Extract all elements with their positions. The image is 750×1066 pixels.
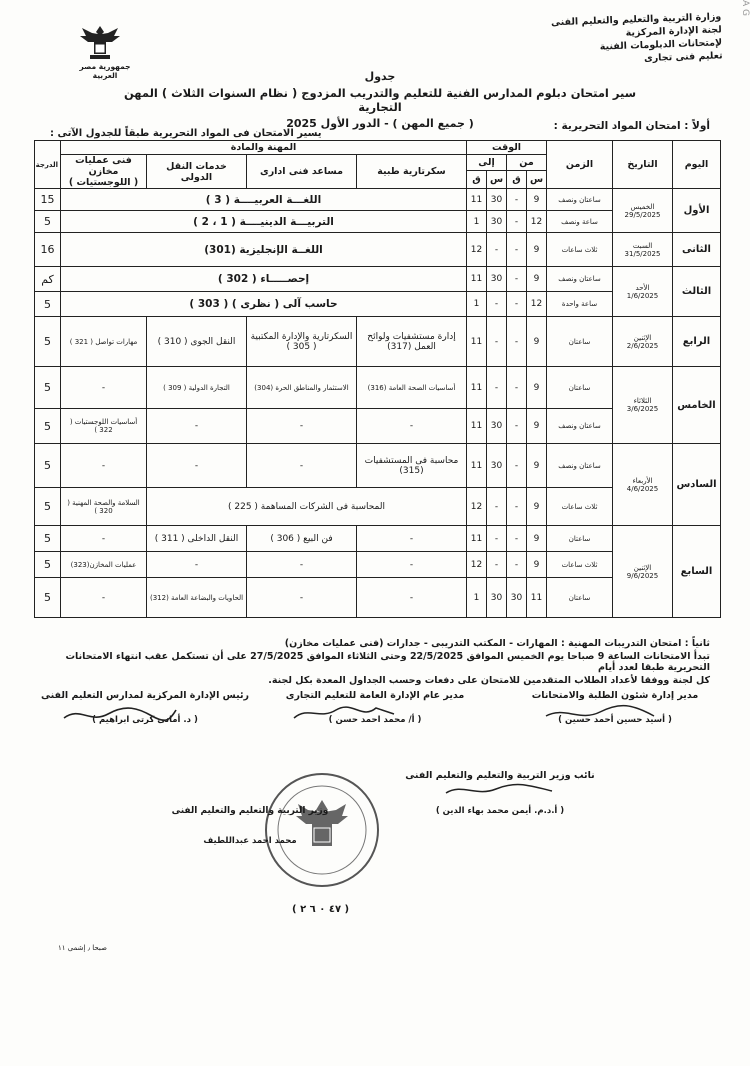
from-s-cell: 11 bbox=[527, 578, 547, 618]
date-cell bbox=[613, 317, 673, 367]
subject-admin-cell: الاستثمار والمناطق الحرة (304) bbox=[247, 367, 357, 409]
header-marks: الدرجة bbox=[35, 141, 61, 189]
date-value: 2/6/2025 bbox=[626, 341, 659, 350]
from-q-cell: - bbox=[507, 211, 527, 233]
date-weekday: الأحد bbox=[635, 283, 650, 292]
to-s-cell: 12 bbox=[467, 233, 487, 267]
duration-cell: ساعتان ونصف bbox=[547, 444, 613, 488]
section-2-line-1: تبدأ الامتحانات الساعة 9 صباحا يوم الخميس الموافق 22/5/2025 وحتى الثلاثاء الموافق 27/5/2025 على أن تستكمل عقب انتهاء الامتحانات التحريرية طبقا لعدد أيام bbox=[65, 651, 710, 673]
date-cell bbox=[613, 233, 673, 267]
signature-name: ( أ.د.م. أيمن محمد بهاء الدين ) bbox=[435, 806, 565, 816]
to-s-cell: 11 bbox=[467, 267, 487, 292]
subject-shared-cell: المحاسبة فى الشركات المساهمة ( 225 ) bbox=[147, 488, 467, 526]
from-q-cell: - bbox=[507, 189, 527, 211]
duration-cell: ساعة واحدة bbox=[547, 292, 613, 317]
duration-cell: ساعتان ونصف bbox=[547, 267, 613, 292]
signature-title: مدير عام الإدارة العامة للتعليم التجارى bbox=[285, 690, 465, 701]
duration-cell: ساعتان ونصف bbox=[547, 189, 613, 211]
signature-name: محمد احمد عبداللطيف bbox=[203, 836, 297, 846]
date-weekday: الثلاثاء bbox=[633, 397, 652, 405]
republic-label: جمهورية مصر العربية bbox=[79, 62, 131, 80]
date-cell bbox=[613, 367, 673, 444]
date-value: 4/6/2025 bbox=[626, 484, 659, 493]
header-to-q: ق bbox=[467, 170, 487, 188]
subject-warehouse-cell: عمليات المخازن(323) bbox=[61, 552, 147, 578]
subject-warehouse-cell: السلامة والصحة المهنية ( 320 ) bbox=[61, 488, 147, 526]
day-cell: السادس bbox=[673, 444, 721, 526]
duration-cell: ساعتان ونصف bbox=[547, 409, 613, 444]
duration-cell: ساعتان bbox=[547, 578, 613, 618]
from-q-cell: - bbox=[507, 409, 527, 444]
from-q-cell: - bbox=[507, 233, 527, 267]
subject-transport-cell: الحاويات والبضاعة العامة (312) bbox=[147, 578, 247, 618]
subject-medical-cell: - bbox=[357, 552, 467, 578]
marks-cell: 16 bbox=[35, 233, 61, 267]
to-s-cell: 11 bbox=[467, 409, 487, 444]
to-q-cell: - bbox=[487, 317, 507, 367]
section-2-title: ثانياً : امتحان التدريبات المهنية : المهارات - المكتب التدريبى - جدارات (فنى عمليات مخازن) bbox=[284, 638, 710, 649]
handwritten-signature-1 bbox=[60, 704, 180, 726]
header-profession-subject: المهنة والمادة bbox=[61, 141, 467, 155]
header-from: من bbox=[507, 155, 547, 171]
from-q-cell: - bbox=[507, 367, 527, 409]
from-s-cell: 9 bbox=[527, 552, 547, 578]
subject-transport-cell: النقل الجوى ( 310 ) bbox=[147, 317, 247, 367]
to-s-cell: 11 bbox=[467, 189, 487, 211]
title-line-2: سير امتحان دبلوم المدارس الفنية للتعليم والتدريب المزدوج ( نظام السنوات الثلاث ) المهن التجارية bbox=[123, 86, 637, 114]
date-value: 9/6/2025 bbox=[626, 571, 659, 580]
handwritten-signature-2 bbox=[290, 702, 400, 724]
day-cell: الرابع bbox=[673, 317, 721, 367]
title-line-3: ( جميع المهن ) - الدور الأول 2025 bbox=[286, 117, 474, 130]
subject-transport-cell: النقل الداخلى ( 311 ) bbox=[147, 526, 247, 552]
marks-cell: كم bbox=[35, 267, 61, 292]
marks-cell: 5 bbox=[35, 526, 61, 552]
section-1-intro: يسير الامتحان فى المواد التحريرية طبقاً للجدول الآتى : bbox=[50, 128, 322, 139]
from-q-cell: - bbox=[507, 488, 527, 526]
date-weekday: الخميس bbox=[630, 202, 655, 211]
header-duration: الزمن bbox=[547, 141, 613, 189]
to-s-cell: 11 bbox=[467, 317, 487, 367]
header-from-s: س bbox=[527, 170, 547, 188]
signature-title: وزير التربية والتعليم والتعليم الفنى bbox=[171, 806, 329, 816]
header-time: الوقت bbox=[467, 141, 547, 155]
document-reference: ( ٤٧ ٠ ٦ ٢ ) bbox=[292, 904, 350, 915]
subject-cell: إحصـــــاء ( 302 ) bbox=[61, 267, 467, 292]
table-row bbox=[35, 317, 721, 367]
to-q-cell: 30 bbox=[487, 409, 507, 444]
from-q-cell: - bbox=[507, 267, 527, 292]
date-cell bbox=[613, 267, 673, 317]
ministry-line-3: لإمتحانات الدبلومات الفنية bbox=[599, 37, 723, 53]
section-2-line-2: كل لجنة ووفقا لأعداد الطلاب المتقدمين للامتحان على دفعات وحسب الجداول المعدة بكل لجنة. bbox=[268, 675, 710, 686]
header-warehouse-ops-label: فنى عمليات مخازن bbox=[75, 155, 132, 177]
header-day: اليوم bbox=[673, 141, 721, 189]
ministry-header bbox=[511, 10, 723, 69]
subject-medical-cell: محاسبة فى المستشفيات (315) bbox=[357, 444, 467, 488]
to-q-cell: 30 bbox=[487, 578, 507, 618]
signature-title: رئيس الإدارة المركزية لمدارس التعليم الفنى bbox=[41, 690, 249, 701]
subject-transport-cell: - bbox=[147, 409, 247, 444]
duration-cell: ثلاث ساعات bbox=[547, 488, 613, 526]
handwritten-signature-3 bbox=[540, 702, 660, 724]
subject-admin-cell: - bbox=[247, 409, 357, 444]
eagle-emblem-icon bbox=[78, 24, 122, 62]
to-q-cell: - bbox=[487, 488, 507, 526]
date-cell bbox=[613, 189, 673, 233]
subject-medical-cell: أساسيات الصحة العامة (316) bbox=[357, 367, 467, 409]
subject-warehouse-cell: - bbox=[61, 444, 147, 488]
ministry-line-4: تعليم فنى تجارى bbox=[643, 50, 723, 65]
section-1-title: أولاً : امتحان المواد التحريرية : bbox=[553, 120, 710, 132]
header-to: إلى bbox=[467, 155, 507, 171]
from-q-cell: - bbox=[507, 526, 527, 552]
from-s-cell: 9 bbox=[527, 267, 547, 292]
signature-deputy-minister bbox=[400, 770, 600, 816]
marks-cell: 5 bbox=[35, 367, 61, 409]
marks-cell: 5 bbox=[35, 317, 61, 367]
signature-title: مدير إدارة شئون الطلبة والامتحانات bbox=[531, 690, 699, 701]
to-q-cell: 30 bbox=[487, 211, 507, 233]
to-q-cell: - bbox=[487, 233, 507, 267]
subject-warehouse-cell: - bbox=[61, 526, 147, 552]
date-weekday: الأربعاء bbox=[632, 476, 653, 485]
to-s-cell: 1 bbox=[467, 211, 487, 233]
table-row bbox=[35, 189, 721, 211]
from-s-cell: 12 bbox=[527, 292, 547, 317]
to-q-cell: 30 bbox=[487, 444, 507, 488]
date-weekday: السبت bbox=[632, 241, 653, 250]
from-s-cell: 12 bbox=[527, 211, 547, 233]
from-s-cell: 9 bbox=[527, 189, 547, 211]
from-q-cell: - bbox=[507, 317, 527, 367]
marks-cell: 5 bbox=[35, 211, 61, 233]
table-row bbox=[35, 233, 721, 267]
header-from-q: ق bbox=[507, 170, 527, 188]
date-value: 31/5/2025 bbox=[624, 249, 661, 258]
subject-admin-cell: - bbox=[247, 444, 357, 488]
subject-cell: اللغـــة العربيــــة ( 3 ) bbox=[61, 189, 467, 211]
to-q-cell: 30 bbox=[487, 267, 507, 292]
duration-cell: ثلاث ساعات bbox=[547, 233, 613, 267]
subject-medical-cell: - bbox=[357, 526, 467, 552]
from-s-cell: 9 bbox=[527, 233, 547, 267]
to-q-cell: - bbox=[487, 552, 507, 578]
marks-cell: 15 bbox=[35, 189, 61, 211]
from-q-cell: 30 bbox=[507, 578, 527, 618]
subject-medical-cell: - bbox=[357, 578, 467, 618]
to-s-cell: 1 bbox=[467, 292, 487, 317]
signature-name: ( د. أمانى كرتى ابراهيم ) bbox=[92, 715, 198, 725]
day-cell: الخامس bbox=[673, 367, 721, 444]
marks-cell: 5 bbox=[35, 444, 61, 488]
day-cell: الأول bbox=[673, 189, 721, 233]
marks-cell: 5 bbox=[35, 578, 61, 618]
section-2 bbox=[30, 638, 710, 686]
subject-transport-cell: - bbox=[147, 552, 247, 578]
to-s-cell: 11 bbox=[467, 367, 487, 409]
ministry-line-1: وزارة التربية والتعليم والتعليم الفنى bbox=[550, 11, 722, 29]
marks-cell: 5 bbox=[35, 292, 61, 317]
to-q-cell: 30 bbox=[487, 189, 507, 211]
subject-warehouse-cell: مهارات تواصل ( 321 ) bbox=[61, 317, 147, 367]
header-warehouse-ops bbox=[61, 155, 147, 189]
date-value: 29/5/2025 bbox=[624, 210, 661, 219]
duration-cell: ساعتان bbox=[547, 526, 613, 552]
to-s-cell: 12 bbox=[467, 488, 487, 526]
table-row bbox=[35, 444, 721, 488]
subject-cell: التربيـــة الدينيــــة ( 1 ، 2 ) bbox=[61, 211, 467, 233]
subject-admin-cell: - bbox=[247, 578, 357, 618]
to-q-cell: - bbox=[487, 526, 507, 552]
date-cell bbox=[613, 444, 673, 526]
duration-cell: ساعة ونصف bbox=[547, 211, 613, 233]
from-s-cell: 9 bbox=[527, 367, 547, 409]
subject-admin-cell: السكرتارية والإدارة المكتبية ( 305 ) bbox=[247, 317, 357, 367]
from-s-cell: 9 bbox=[527, 526, 547, 552]
header-to-s: س bbox=[487, 170, 507, 188]
date-weekday: الإثنين bbox=[633, 333, 652, 342]
from-s-cell: 9 bbox=[527, 409, 547, 444]
day-cell: السابع bbox=[673, 526, 721, 618]
subject-admin-cell: فن البيع ( 306 ) bbox=[247, 526, 357, 552]
subject-cell: اللغــة الإنجليزية (301) bbox=[61, 233, 467, 267]
subject-warehouse-cell: أساسيات اللوجستيات ( 322 ) bbox=[61, 409, 147, 444]
marks-cell: 5 bbox=[35, 409, 61, 444]
to-s-cell: 11 bbox=[467, 444, 487, 488]
from-s-cell: 9 bbox=[527, 488, 547, 526]
day-cell: الثالث bbox=[673, 267, 721, 317]
table-row bbox=[35, 267, 721, 292]
table-row bbox=[35, 526, 721, 552]
subject-medical-cell: - bbox=[357, 409, 467, 444]
marks-cell: 5 bbox=[35, 552, 61, 578]
subject-transport-cell: التجارة الدولية ( 309 ) bbox=[147, 367, 247, 409]
to-q-cell: - bbox=[487, 367, 507, 409]
subject-transport-cell: - bbox=[147, 444, 247, 488]
to-s-cell: 12 bbox=[467, 552, 487, 578]
from-q-cell: - bbox=[507, 552, 527, 578]
date-value: 3/6/2025 bbox=[626, 405, 659, 413]
from-s-cell: 9 bbox=[527, 317, 547, 367]
header-admin-assistant: مساعد فنى ادارى bbox=[247, 155, 357, 189]
side-watermark: A G bbox=[740, 0, 750, 16]
signature-minister bbox=[150, 806, 350, 846]
date-weekday: الإثنين bbox=[633, 563, 652, 572]
header-logistics-label: ( اللوجستيات ) bbox=[68, 177, 139, 188]
footer-note: صبحا ٫ إشمى ١١ bbox=[58, 944, 107, 952]
exam-schedule-table bbox=[34, 140, 721, 618]
signature-name: ( أ/ محمد احمد حسن ) bbox=[328, 715, 422, 725]
subject-warehouse-cell: - bbox=[61, 578, 147, 618]
duration-cell: ثلاث ساعات bbox=[547, 552, 613, 578]
header-date: التاريخ bbox=[613, 141, 673, 189]
handwritten-signature-deputy bbox=[440, 781, 560, 799]
table-row bbox=[35, 367, 721, 409]
day-cell: الثانى bbox=[673, 233, 721, 267]
subject-warehouse-cell: - bbox=[61, 367, 147, 409]
header-medical-secretary: سكرتارية طبية bbox=[357, 155, 467, 189]
from-s-cell: 9 bbox=[527, 444, 547, 488]
from-q-cell: - bbox=[507, 444, 527, 488]
to-q-cell: - bbox=[487, 292, 507, 317]
duration-cell: ساعتان bbox=[547, 367, 613, 409]
subject-medical-cell: إدارة مستشفيات ولوائح العمل (317) bbox=[357, 317, 467, 367]
from-q-cell: - bbox=[507, 292, 527, 317]
signature-row bbox=[40, 690, 720, 750]
signature-title: نائب وزير التربية والتعليم والتعليم الفنى bbox=[405, 770, 595, 781]
to-s-cell: 11 bbox=[467, 526, 487, 552]
marks-cell: 5 bbox=[35, 488, 61, 526]
subject-cell: حاسب آلى ( نظرى ) ( 303 ) bbox=[61, 292, 467, 317]
date-value: 1/6/2025 bbox=[626, 291, 659, 300]
date-cell bbox=[613, 526, 673, 618]
title-line-1: جدول bbox=[364, 70, 396, 83]
subject-admin-cell: - bbox=[247, 552, 357, 578]
to-s-cell: 1 bbox=[467, 578, 487, 618]
header-intl-transport: خدمات النقل الدولى bbox=[147, 155, 247, 189]
duration-cell: ساعتان bbox=[547, 317, 613, 367]
signature-name: ( أسيد حسين أحمد حسين ) bbox=[558, 715, 672, 725]
ministry-line-2: لجنة الإدارة المركزية bbox=[625, 24, 722, 39]
